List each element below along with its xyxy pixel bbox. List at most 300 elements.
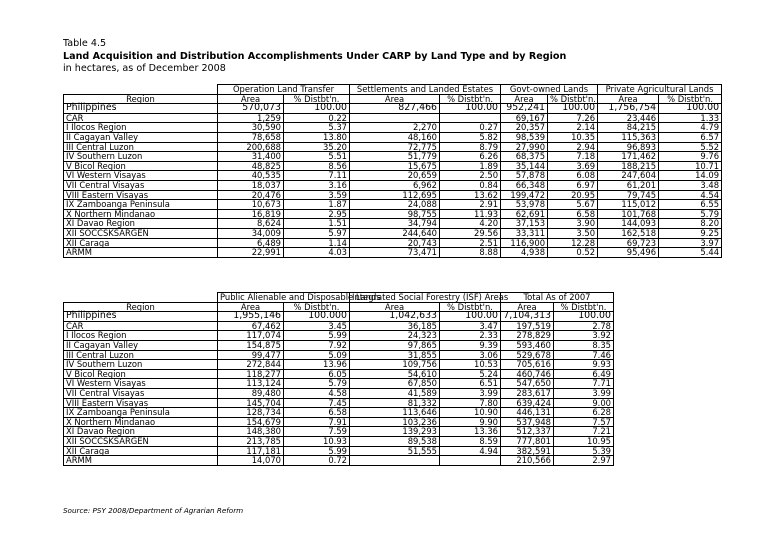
table-row <box>64 171 722 181</box>
pct-cell: 0.22 <box>284 113 350 123</box>
area-cell: 512,337 <box>501 427 554 437</box>
pct-cell: 6.49 <box>554 369 614 379</box>
pct-cell: 100.000 <box>284 312 350 322</box>
area-cell: 171,462 <box>598 152 659 162</box>
pct-cell: 8.56 <box>284 161 350 171</box>
pct-cell: 2.50 <box>440 171 501 181</box>
pct-cell: 6.55 <box>659 200 722 210</box>
area-cell: 139,293 <box>350 427 440 437</box>
area-header: Area <box>350 94 440 104</box>
area-cell: 57,878 <box>501 171 548 181</box>
pct-cell: 2.33 <box>440 331 501 341</box>
group-header-sle: Settlements and Landed Estates <box>350 85 501 95</box>
area-cell: 460,746 <box>501 369 554 379</box>
region-cell: IV Southern Luzon <box>64 152 218 162</box>
pct-cell: 12.28 <box>548 238 598 248</box>
area-cell: 20,357 <box>501 123 548 133</box>
pct-cell: 6.58 <box>548 209 598 219</box>
area-cell: 199,472 <box>501 190 548 200</box>
area-cell <box>350 456 440 466</box>
table-row <box>64 408 614 418</box>
pct-cell: 7.11 <box>284 171 350 181</box>
area-cell: 84,215 <box>598 123 659 133</box>
pct-cell: 3.50 <box>548 228 598 238</box>
pct-cell: 10.93 <box>284 436 350 446</box>
region-cell: V Bicol Region <box>64 161 218 171</box>
table-row <box>64 436 614 446</box>
pct-cell: 10.53 <box>440 360 501 370</box>
area-cell: 54,610 <box>350 369 440 379</box>
region-cell: XI Davao Region <box>64 427 218 437</box>
area-cell: 6,489 <box>218 238 284 248</box>
pct-cell: 4.20 <box>440 219 501 229</box>
pct-cell: 9.00 <box>554 398 614 408</box>
area-cell: 7,104,313 <box>501 312 554 322</box>
pct-cell <box>440 456 501 466</box>
area-cell: 115,363 <box>598 132 659 142</box>
area-cell: 69,723 <box>598 238 659 248</box>
area-header: Area <box>598 94 659 104</box>
area-cell: 272,844 <box>218 360 284 370</box>
region-cell: X Northern Mindanao <box>64 209 218 219</box>
pct-cell: 7.57 <box>554 417 614 427</box>
area-cell: 89,538 <box>350 436 440 446</box>
pct-cell: 9.39 <box>440 340 501 350</box>
area-cell: 188,215 <box>598 161 659 171</box>
area-cell: 48,825 <box>218 161 284 171</box>
table-row-total <box>64 312 614 322</box>
pct-cell: 6.51 <box>440 379 501 389</box>
table-row <box>64 180 722 190</box>
pct-header: % Distbt'n. <box>440 302 501 312</box>
region-cell: Philippines <box>64 104 218 114</box>
pct-cell: 13.80 <box>284 132 350 142</box>
table-row <box>64 360 614 370</box>
pct-cell: 1.89 <box>440 161 501 171</box>
region-cell: Philippines <box>64 312 218 322</box>
pct-cell: 3.97 <box>659 238 722 248</box>
table-land-types-2 <box>63 292 614 466</box>
area-cell: 73,471 <box>350 248 440 258</box>
pct-cell: 1.14 <box>284 238 350 248</box>
area-cell: 18,037 <box>218 180 284 190</box>
area-cell: 35,144 <box>501 161 548 171</box>
area-cell: 68,375 <box>501 152 548 162</box>
area-cell: 67,462 <box>218 321 284 331</box>
table-row <box>64 228 722 238</box>
pct-cell: 8.79 <box>440 142 501 152</box>
pct-cell: 9.25 <box>659 228 722 238</box>
region-cell: CAR <box>64 321 218 331</box>
group-header-olt: Operation Land Transfer <box>218 85 350 95</box>
pct-cell: 0.84 <box>440 180 501 190</box>
pct-cell: 2.97 <box>554 456 614 466</box>
pct-cell: 5.09 <box>284 350 350 360</box>
area-cell: 547,650 <box>501 379 554 389</box>
region-cell: CAR <box>64 113 218 123</box>
pct-cell: 5.52 <box>659 142 722 152</box>
table-row <box>64 388 614 398</box>
pct-cell: 100.00 <box>548 104 598 114</box>
area-cell: 62,691 <box>501 209 548 219</box>
pct-header: % Distbt'n. <box>440 94 501 104</box>
area-cell: 952,241 <box>501 104 548 114</box>
pct-cell: 4.79 <box>659 123 722 133</box>
area-cell: 20,743 <box>350 238 440 248</box>
pct-cell: 100.00 <box>554 312 614 322</box>
pct-cell: 100.00 <box>440 104 501 114</box>
table-row <box>64 248 722 258</box>
pct-cell: 10.35 <box>548 132 598 142</box>
area-cell: 213,785 <box>218 436 284 446</box>
pct-cell: 5.39 <box>554 446 614 456</box>
area-cell: 1,756,754 <box>598 104 659 114</box>
pct-cell: 8.88 <box>440 248 501 258</box>
pct-cell: 3.48 <box>659 180 722 190</box>
pct-cell: 6.08 <box>548 171 598 181</box>
region-cell: II Cagayan Valley <box>64 132 218 142</box>
region-cell: VII Central Visayas <box>64 388 218 398</box>
area-cell: 23,446 <box>598 113 659 123</box>
pct-cell: 35.20 <box>284 142 350 152</box>
area-cell: 10,673 <box>218 200 284 210</box>
pct-cell: 7.59 <box>284 427 350 437</box>
group-header-pal: Private Agricultural Lands <box>598 85 722 95</box>
pct-header: % Distbt'n. <box>284 302 350 312</box>
region-cell: ARMM <box>64 248 218 258</box>
area-cell: 244,640 <box>350 228 440 238</box>
pct-cell: 8.20 <box>659 219 722 229</box>
area-cell: 27,990 <box>501 142 548 152</box>
area-cell: 41,589 <box>350 388 440 398</box>
region-cell: IX Zamboanga Peninsula <box>64 408 218 418</box>
area-header: Area <box>218 94 284 104</box>
area-cell: 570,073 <box>218 104 284 114</box>
area-cell: 99,477 <box>218 350 284 360</box>
area-cell: 33,311 <box>501 228 548 238</box>
area-cell: 79,745 <box>598 190 659 200</box>
pct-cell: 6.26 <box>440 152 501 162</box>
area-cell: 48,160 <box>350 132 440 142</box>
pct-cell: 0.27 <box>440 123 501 133</box>
area-cell: 22,991 <box>218 248 284 258</box>
pct-cell: 2.51 <box>440 238 501 248</box>
table-row <box>64 238 722 248</box>
area-cell: 115,012 <box>598 200 659 210</box>
area-cell: 37,153 <box>501 219 548 229</box>
pct-cell: 7.46 <box>554 350 614 360</box>
pct-cell: 5.51 <box>284 152 350 162</box>
area-cell: 144,093 <box>598 219 659 229</box>
area-cell: 537,948 <box>501 417 554 427</box>
area-cell: 109,756 <box>350 360 440 370</box>
area-cell: 53,978 <box>501 200 548 210</box>
pct-cell: 100.00 <box>284 104 350 114</box>
pct-cell: 3.45 <box>284 321 350 331</box>
group-header-total: Total As of 2007 <box>501 293 614 303</box>
region-cell: XII Caraga <box>64 446 218 456</box>
pct-cell: 9.90 <box>440 417 501 427</box>
area-cell: 117,181 <box>218 446 284 456</box>
pct-cell: 4.58 <box>284 388 350 398</box>
area-cell: 24,088 <box>350 200 440 210</box>
region-cell: ARMM <box>64 456 218 466</box>
area-cell: 148,380 <box>218 427 284 437</box>
region-cell: III Central Luzon <box>64 350 218 360</box>
area-cell: 36,185 <box>350 321 440 331</box>
area-header: Area <box>218 302 284 312</box>
table-header <box>63 38 566 76</box>
area-cell: 113,124 <box>218 379 284 389</box>
area-cell: 51,779 <box>350 152 440 162</box>
area-cell: 593,460 <box>501 340 554 350</box>
area-cell: 6,962 <box>350 180 440 190</box>
pct-cell: 0.72 <box>284 456 350 466</box>
pct-header: % Distbt'n. <box>284 94 350 104</box>
area-cell: 81,332 <box>350 398 440 408</box>
region-cell: V Bicol Region <box>64 369 218 379</box>
area-cell: 51,555 <box>350 446 440 456</box>
pct-cell: 5.44 <box>659 248 722 258</box>
pct-cell: 14.09 <box>659 171 722 181</box>
pct-cell: 5.99 <box>284 331 350 341</box>
pct-cell: 5.99 <box>284 446 350 456</box>
area-cell: 89,480 <box>218 388 284 398</box>
region-cell: X Northern Mindanao <box>64 417 218 427</box>
region-cell: VI Western Visayas <box>64 171 218 181</box>
area-cell: 112,695 <box>350 190 440 200</box>
region-cell: VII Central Visayas <box>64 180 218 190</box>
table-row <box>64 427 614 437</box>
area-cell: 118,277 <box>218 369 284 379</box>
pct-cell: 4.03 <box>284 248 350 258</box>
area-cell: 78,658 <box>218 132 284 142</box>
area-cell: 1,955,146 <box>218 312 284 322</box>
pct-cell: 2.14 <box>548 123 598 133</box>
area-cell: 1,259 <box>218 113 284 123</box>
area-cell: 72,775 <box>350 142 440 152</box>
area-cell: 705,616 <box>501 360 554 370</box>
pct-header: % Distbt'n. <box>554 302 614 312</box>
area-cell: 128,734 <box>218 408 284 418</box>
pct-cell: 0.52 <box>548 248 598 258</box>
area-cell: 200,688 <box>218 142 284 152</box>
area-cell: 30,590 <box>218 123 284 133</box>
pct-cell: 2.95 <box>284 209 350 219</box>
pct-cell: 7.71 <box>554 379 614 389</box>
region-cell: VI Western Visayas <box>64 379 218 389</box>
pct-cell: 5.79 <box>659 209 722 219</box>
table-row <box>64 379 614 389</box>
area-cell: 639,424 <box>501 398 554 408</box>
table-number: Table 4.5 <box>63 38 107 49</box>
table-row <box>64 219 722 229</box>
pct-cell: 5.79 <box>284 379 350 389</box>
region-cell: XII Caraga <box>64 238 218 248</box>
pct-cell: 1.33 <box>659 113 722 123</box>
region-cell: XI Davao Region <box>64 219 218 229</box>
group-header-isf: Integrated Social Forestry (ISF) Areas <box>350 293 501 303</box>
area-cell: 117,074 <box>218 331 284 341</box>
pct-cell: 6.05 <box>284 369 350 379</box>
pct-cell: 3.16 <box>284 180 350 190</box>
area-cell: 162,518 <box>598 228 659 238</box>
area-cell: 97,865 <box>350 340 440 350</box>
pct-cell: 9.76 <box>659 152 722 162</box>
pct-cell: 100.00 <box>440 312 501 322</box>
pct-cell: 10.71 <box>659 161 722 171</box>
area-cell: 34,794 <box>350 219 440 229</box>
table-title: Land Acquisition and Distribution Accomplishments Under CARP by Land Type and by Region <box>63 50 567 62</box>
table-row <box>64 340 614 350</box>
pct-cell: 5.67 <box>548 200 598 210</box>
area-cell: 154,679 <box>218 417 284 427</box>
pct-cell: 2.91 <box>440 200 501 210</box>
area-cell: 61,201 <box>598 180 659 190</box>
region-cell: I Ilocos Region <box>64 123 218 133</box>
pct-cell: 20.95 <box>548 190 598 200</box>
area-cell: 20,659 <box>350 171 440 181</box>
pct-cell: 6.58 <box>284 408 350 418</box>
table-land-types-1 <box>63 84 722 258</box>
area-cell: 24,323 <box>350 331 440 341</box>
region-cell: VIII Eastern Visayas <box>64 190 218 200</box>
pct-cell: 7.45 <box>284 398 350 408</box>
source-note: Source: PSY 2008/Department of Agrarian Reform <box>63 506 244 515</box>
area-cell: 113,646 <box>350 408 440 418</box>
area-header: Area <box>501 302 554 312</box>
pct-cell: 3.47 <box>440 321 501 331</box>
pct-cell: 6.97 <box>548 180 598 190</box>
area-cell: 98,755 <box>350 209 440 219</box>
area-cell: 66,348 <box>501 180 548 190</box>
pct-cell: 13.96 <box>284 360 350 370</box>
area-cell: 31,855 <box>350 350 440 360</box>
area-cell: 283,617 <box>501 388 554 398</box>
region-cell: I Ilocos Region <box>64 331 218 341</box>
pct-cell: 5.82 <box>440 132 501 142</box>
pct-cell: 13.62 <box>440 190 501 200</box>
pct-cell: 29.56 <box>440 228 501 238</box>
table-row <box>64 132 722 142</box>
pct-cell: 3.99 <box>440 388 501 398</box>
table-row <box>64 113 722 123</box>
pct-cell: 11.93 <box>440 209 501 219</box>
region-cell: VIII Eastern Visayas <box>64 398 218 408</box>
pct-cell: 5.37 <box>284 123 350 133</box>
table-row <box>64 456 614 466</box>
pct-cell: 5.97 <box>284 228 350 238</box>
group-header-pad: Public Alienable and Disposable Lands <box>218 293 350 303</box>
area-cell: 446,131 <box>501 408 554 418</box>
area-cell: 154,875 <box>218 340 284 350</box>
pct-header: % Distbt'n. <box>659 94 722 104</box>
area-cell: 529,678 <box>501 350 554 360</box>
area-cell: 8,624 <box>218 219 284 229</box>
area-cell: 16,819 <box>218 209 284 219</box>
pct-cell: 2.78 <box>554 321 614 331</box>
area-cell: 145,704 <box>218 398 284 408</box>
region-cell: IV Southern Luzon <box>64 360 218 370</box>
area-cell: 69,167 <box>501 113 548 123</box>
area-cell: 34,009 <box>218 228 284 238</box>
pct-cell: 7.21 <box>554 427 614 437</box>
region-header: Region <box>64 94 218 104</box>
pct-cell: 7.80 <box>440 398 501 408</box>
region-cell: III Central Luzon <box>64 142 218 152</box>
area-cell: 95,496 <box>598 248 659 258</box>
region-cell: IX Zamboanga Peninsula <box>64 200 218 210</box>
area-cell: 116,900 <box>501 238 548 248</box>
pct-cell: 10.90 <box>440 408 501 418</box>
pct-cell: 6.28 <box>554 408 614 418</box>
pct-cell: 9.93 <box>554 360 614 370</box>
pct-cell: 2.94 <box>548 142 598 152</box>
pct-cell: 7.26 <box>548 113 598 123</box>
area-cell: 14,070 <box>218 456 284 466</box>
area-cell: 197,519 <box>501 321 554 331</box>
area-cell: 98,539 <box>501 132 548 142</box>
area-cell: 210,566 <box>501 456 554 466</box>
pct-cell: 5.24 <box>440 369 501 379</box>
pct-cell: 3.69 <box>548 161 598 171</box>
pct-cell: 4.94 <box>440 446 501 456</box>
area-cell: 67,850 <box>350 379 440 389</box>
pct-cell: 7.91 <box>284 417 350 427</box>
area-cell: 1,042,633 <box>350 312 440 322</box>
pct-cell: 3.99 <box>554 388 614 398</box>
pct-cell: 3.59 <box>284 190 350 200</box>
pct-cell: 3.06 <box>440 350 501 360</box>
area-cell: 103,236 <box>350 417 440 427</box>
pct-cell: 13.36 <box>440 427 501 437</box>
pct-header: % Distbt'n. <box>548 94 598 104</box>
region-cell: II Cagayan Valley <box>64 340 218 350</box>
region-header: Region <box>64 302 218 312</box>
region-cell: XII SOCCSKSARGEN <box>64 228 218 238</box>
area-cell: 15,675 <box>350 161 440 171</box>
pct-cell: 1.87 <box>284 200 350 210</box>
pct-cell: 100.00 <box>659 104 722 114</box>
pct-cell: 3.90 <box>548 219 598 229</box>
area-cell: 247,604 <box>598 171 659 181</box>
area-cell: 4,938 <box>501 248 548 258</box>
area-cell: 777,801 <box>501 436 554 446</box>
area-cell: 31,400 <box>218 152 284 162</box>
pct-cell: 1.51 <box>284 219 350 229</box>
pct-cell: 10.95 <box>554 436 614 446</box>
pct-cell: 7.92 <box>284 340 350 350</box>
area-header: Area <box>350 302 440 312</box>
pct-cell: 6.57 <box>659 132 722 142</box>
area-header: Area <box>501 94 548 104</box>
area-cell: 827,466 <box>350 104 440 114</box>
table-row <box>64 200 722 210</box>
area-cell: 2,270 <box>350 123 440 133</box>
area-cell: 40,535 <box>218 171 284 181</box>
area-cell: 278,829 <box>501 331 554 341</box>
pct-cell: 8.35 <box>554 340 614 350</box>
pct-cell: 8.59 <box>440 436 501 446</box>
table-row <box>64 152 722 162</box>
group-header-gol: Govt-owned Lands <box>501 85 598 95</box>
table-row-total <box>64 104 722 114</box>
pct-cell: 3.92 <box>554 331 614 341</box>
area-cell: 382,591 <box>501 446 554 456</box>
pct-cell: 7.18 <box>548 152 598 162</box>
area-cell: 96,893 <box>598 142 659 152</box>
area-cell: 101,768 <box>598 209 659 219</box>
